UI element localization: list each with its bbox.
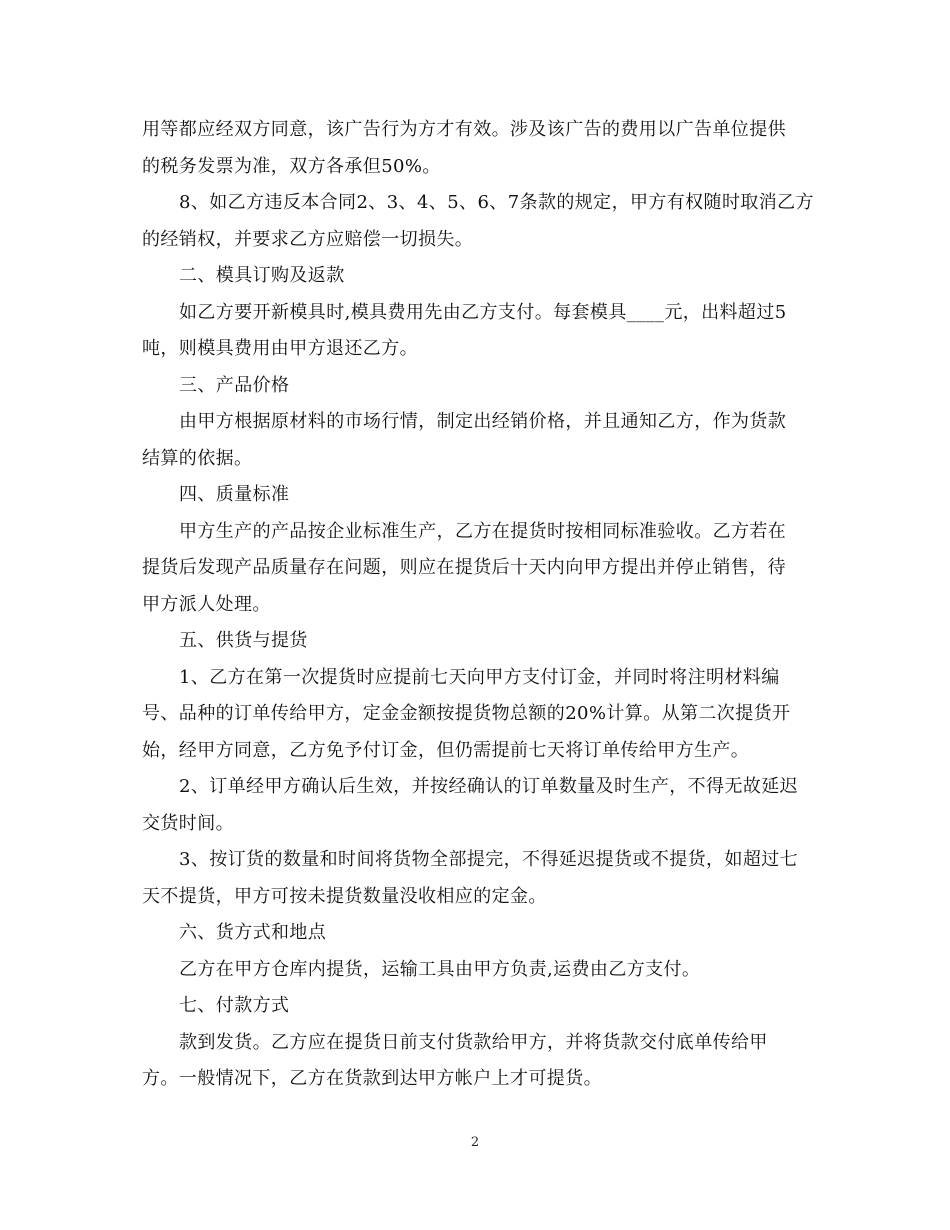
text-line: 2、订单经甲方确认后生效，并按经确认的订单数量及时生产，不得无故延迟: [179, 776, 799, 797]
text-line: 方。一般情况下，乙方在货款到达甲方帐户上才可提货。: [142, 1068, 602, 1089]
text-line: 吨，则模具费用由甲方退还乙方。: [142, 338, 418, 359]
paragraph: [142, 660, 822, 770]
text-line: 二、模具订购及返款: [179, 265, 345, 286]
text-line: 天不提货，甲方可按未提货数量没收相应的定金。: [142, 885, 547, 907]
text-line: 七、付款方式: [179, 995, 290, 1016]
paragraph: [142, 915, 822, 952]
text-line: 交货时间。: [142, 812, 234, 834]
text-line: 四、质量标准: [179, 484, 290, 505]
text-line: 乙方在甲方仓库内提货，运输工具由甲方负责,运费由乙方支付。: [179, 958, 701, 980]
paragraph: [142, 988, 822, 1025]
text-line: 3、按订货的数量和时间将货物全部提完，不得延迟提货或不提货，如超过七: [179, 849, 799, 870]
text-line: 款到发货。乙方应在提货日前支付货款给甲方，并将货款交付底单传给甲: [179, 1031, 768, 1053]
text-line: 的税务发票为准，双方各承但50%。: [142, 155, 441, 177]
text-line: 六、货方式和地点: [179, 922, 327, 943]
text-line: 由甲方根据原材料的市场行情，制定出经销价格，并且通知乙方，作为货款: [179, 411, 787, 432]
text-line: 始，经甲方同意，乙方免予付订金，但仍需提前七天将订单传给甲方生产。: [142, 739, 750, 761]
paragraph: [142, 295, 822, 368]
text-line: 三、产品价格: [179, 374, 290, 396]
paragraph: [142, 952, 822, 989]
page-number: 2: [470, 1135, 480, 1150]
text-line: 1、乙方在第一次提货时应提前七天向甲方支付订金，并同时将注明材料编: [179, 666, 780, 688]
paragraph: [142, 769, 822, 842]
text-line: 甲方生产的产品按企业标准生产，乙方在提货时按相同标准验收。乙方若在: [179, 520, 787, 542]
paragraph: [142, 623, 822, 660]
text-line: 号、品种的订单传给甲方，定金金额按提货物总额的20%计算。从第二次提货开: [142, 703, 791, 724]
document-body: [142, 112, 822, 1098]
paragraph: [142, 185, 822, 258]
paragraph: [142, 258, 822, 295]
paragraph: [142, 112, 822, 185]
paragraph: [142, 842, 822, 915]
text-line: 用等都应经双方同意，该广告行为方才有效。涉及该广告的费用以广告单位提供: [142, 119, 786, 140]
paragraph: [142, 1025, 822, 1098]
paragraph: [142, 404, 822, 477]
text-line: 的经销权，并要求乙方应赔偿一切损失。: [142, 228, 474, 250]
paragraph: [142, 477, 822, 514]
text-line: 甲方派人处理。: [142, 593, 271, 615]
text-line: 五、供货与提货: [179, 630, 308, 651]
paragraph: [142, 514, 822, 624]
text-line: 提货后发现产品质量存在问题，则应在提货后十天内向甲方提出并停止销售，待: [142, 557, 786, 578]
paragraph: [142, 368, 822, 405]
text-line: 如乙方要开新模具时,模具费用先由乙方支付。每套模具____元，出料超过5: [179, 301, 787, 323]
text-line: 8、如乙方违反本合同2、3、4、5、6、7条款的规定，甲方有权随时取消乙方: [179, 192, 814, 213]
text-line: 结算的依据。: [142, 447, 253, 469]
